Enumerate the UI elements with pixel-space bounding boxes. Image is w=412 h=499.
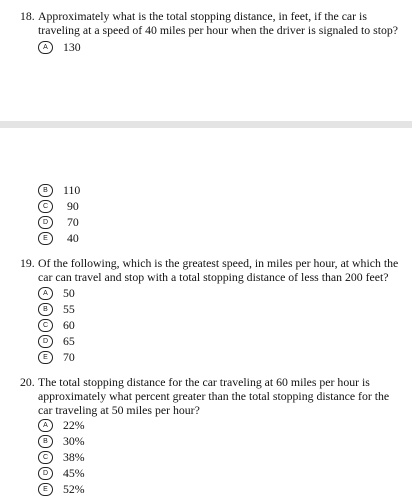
answer-choice-19a[interactable] bbox=[38, 286, 75, 300]
answer-bubble: C bbox=[38, 319, 53, 332]
answer-choice-18c[interactable] bbox=[38, 199, 79, 213]
answer-value: 45% bbox=[63, 466, 85, 480]
answer-value: 60 bbox=[63, 318, 75, 332]
page-separator bbox=[0, 121, 412, 128]
answer-value: 52% bbox=[63, 482, 85, 496]
answer-value: 130 bbox=[63, 40, 81, 54]
answer-choice-20b[interactable] bbox=[38, 434, 85, 448]
answer-choice-19c[interactable] bbox=[38, 318, 75, 332]
answer-bubble: B bbox=[38, 303, 53, 316]
question-text-line: car can travel and stop with a total stopping distance of less than 200 feet? bbox=[38, 270, 389, 284]
answer-bubble: A bbox=[38, 287, 53, 300]
answer-choice-19d[interactable] bbox=[38, 334, 75, 348]
answer-bubble: E bbox=[38, 232, 53, 245]
answer-choice-20e[interactable] bbox=[38, 482, 85, 496]
answer-value: 110 bbox=[63, 183, 81, 197]
question-text-line: approximately what percent greater than the total stopping distance for the bbox=[38, 389, 390, 403]
answer-value: 30% bbox=[63, 434, 85, 448]
answer-choice-18d[interactable] bbox=[38, 215, 79, 229]
answer-value: 70 bbox=[63, 350, 75, 364]
answer-choice-18e[interactable] bbox=[38, 231, 79, 245]
answer-choice-19e[interactable] bbox=[38, 350, 75, 364]
answer-choice-20d[interactable] bbox=[38, 466, 85, 480]
answer-bubble: B bbox=[38, 184, 53, 197]
answer-bubble: D bbox=[38, 467, 53, 480]
answer-value: 55 bbox=[63, 302, 75, 316]
question-text-line: Approximately what is the total stopping distance, in feet, if the car is bbox=[38, 9, 367, 23]
answer-bubble: D bbox=[38, 216, 53, 229]
answer-choice-18a[interactable] bbox=[38, 40, 81, 54]
answer-value: 70 bbox=[67, 215, 79, 229]
answer-bubble: C bbox=[38, 200, 53, 213]
answer-bubble: D bbox=[38, 335, 53, 348]
answer-bubble: B bbox=[38, 435, 53, 448]
question-text-line: car traveling at 50 miles per hour? bbox=[38, 403, 200, 417]
answer-choice-19b[interactable] bbox=[38, 302, 75, 316]
question-text-line: The total stopping distance for the car traveling at 60 miles per hour is bbox=[38, 375, 370, 389]
answer-choice-18b[interactable] bbox=[38, 183, 80, 197]
answer-value: 22% bbox=[63, 418, 85, 432]
answer-choice-20c[interactable] bbox=[38, 450, 85, 464]
answer-bubble: E bbox=[38, 483, 53, 496]
answer-value: 50 bbox=[63, 286, 75, 300]
answer-bubble: E bbox=[38, 351, 53, 364]
answer-value: 90 bbox=[67, 199, 79, 213]
answer-value: 40 bbox=[67, 231, 79, 245]
answer-value: 38% bbox=[63, 450, 85, 464]
question-number: 20. bbox=[20, 375, 35, 389]
answer-bubble: A bbox=[38, 41, 53, 54]
question-text-line: Of the following, which is the greatest speed, in miles per hour, at which the bbox=[38, 256, 399, 270]
answer-choice-20a[interactable] bbox=[38, 418, 85, 432]
answer-value: 65 bbox=[63, 334, 75, 348]
answer-bubble: C bbox=[38, 451, 53, 464]
answer-bubble: A bbox=[38, 419, 53, 432]
question-number: 18. bbox=[20, 9, 35, 23]
question-number: 19. bbox=[20, 256, 35, 270]
question-text-line: traveling at a speed of 40 miles per hour when the driver is signaled to stop? bbox=[38, 23, 399, 37]
